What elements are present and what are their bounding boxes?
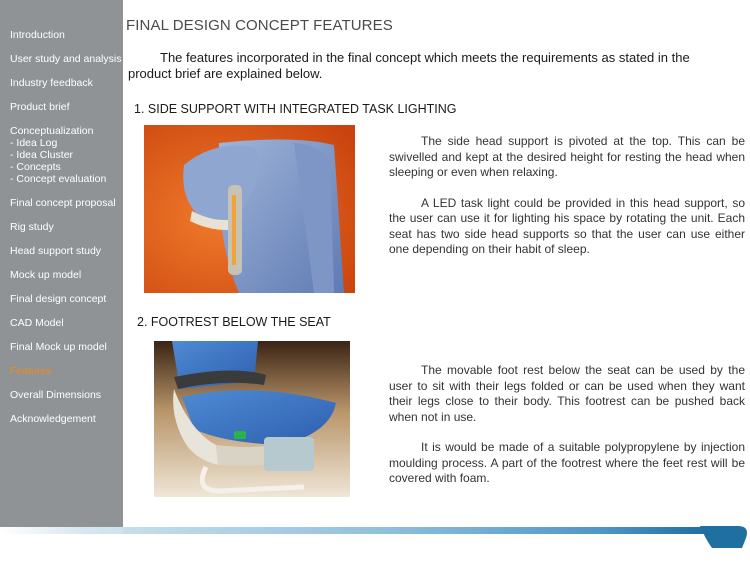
material-paragraph: It is would be made of a suitable polypropylene by injection moulding process. A part of the footrest where the feet rest will be covered with foam.: [389, 440, 745, 485]
nav-item-final-design-concept[interactable]: Final design concept: [10, 293, 107, 305]
nav-item-label: Conceptualization: [10, 125, 94, 137]
nav-item-features[interactable]: Features: [10, 365, 52, 377]
nav-subitem-idea-cluster[interactable]: - Idea Cluster: [10, 149, 74, 161]
section-heading-footrest: 2. FOOTREST BELOW THE SEAT: [137, 315, 331, 329]
nav-item-introduction[interactable]: Introduction: [10, 29, 65, 41]
page-title: FINAL DESIGN CONCEPT FEATURES: [126, 17, 393, 34]
nav-item-final-mock-up-model[interactable]: Final Mock up model: [10, 341, 107, 353]
side-support-description: [389, 134, 745, 273]
nav-item-overall-dimensions[interactable]: Overall Dimensions: [10, 389, 102, 401]
footrest-photo: [154, 341, 350, 497]
footer-band: [0, 518, 750, 563]
sidebar-nav: [0, 0, 123, 527]
head-support-photo: [144, 125, 355, 293]
nav-item-final-concept-proposal[interactable]: Final concept proposal: [10, 197, 116, 209]
nav-subitem-concept-evaluation[interactable]: - Concept evaluation: [10, 173, 107, 185]
intro-paragraph: The features incorporated in the final concept which meets the requirements as stated in the product brief are explained below.: [128, 50, 690, 81]
nav-item-industry-feedback[interactable]: Industry feedback: [10, 77, 93, 89]
nav-item-head-support-study[interactable]: Head support study: [10, 245, 102, 257]
footrest-description: [389, 363, 745, 502]
footrest-paragraph: The movable foot rest below the seat can be used by the user to sit with their legs folded or can be used when they want their legs close to their body. This footrest can be pushed back when not in use.: [389, 363, 745, 424]
side-support-paragraph: The side head support is pivoted at the top. This can be swivelled and kept at the desired height for resting the head when sleeping or even when relaxing.: [389, 134, 745, 179]
nav-item-mock-up-model[interactable]: Mock up model: [10, 269, 82, 281]
nav-subitem-concepts[interactable]: - Concepts: [10, 161, 61, 173]
nav-item-acknowledgement[interactable]: Acknowledgement: [10, 413, 96, 425]
nav-item-conceptualization[interactable]: [10, 125, 106, 185]
nav-item-user-study[interactable]: User study and analysis: [10, 53, 122, 65]
section-heading-side-support: 1. SIDE SUPPORT WITH INTEGRATED TASK LIGHTING: [134, 102, 457, 116]
nav-item-rig-study[interactable]: Rig study: [10, 221, 54, 233]
nav-item-cad-model[interactable]: CAD Model: [10, 317, 64, 329]
nav-subitem-idea-log[interactable]: - Idea Log: [10, 137, 58, 149]
nav-item-product-brief[interactable]: Product brief: [10, 101, 70, 113]
task-light-paragraph: A LED task light could be provided in this head support, so the user can use it for lighting his space by rotating the unit. Each seat has two side head supports so that the user can use either one depending on their habit of sleep.: [389, 195, 745, 256]
